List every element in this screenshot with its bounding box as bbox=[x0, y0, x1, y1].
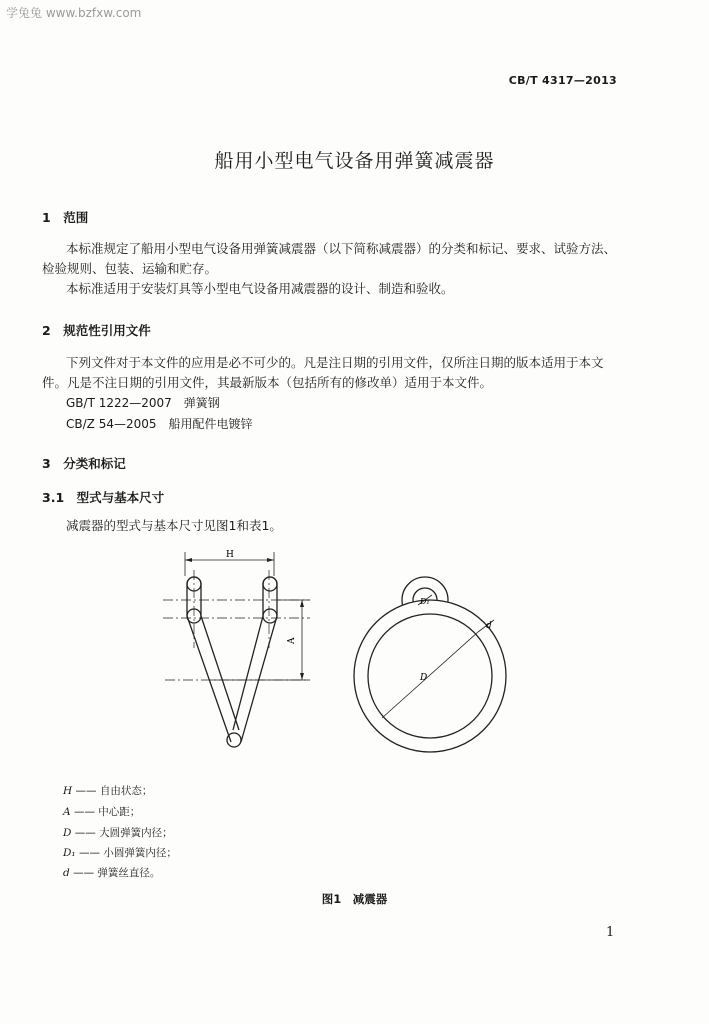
legend-item bbox=[63, 845, 177, 860]
section-1-paragraph-2: 本标准适用于安装灯具等小型电气设备用减震器的设计、制造和验收。 bbox=[66, 281, 454, 296]
label-h: H bbox=[226, 550, 234, 560]
reference-cb-z-54: CB/Z 54—2005 船用配件电镀锌 bbox=[66, 417, 253, 431]
legend-dash: —— bbox=[73, 867, 95, 879]
figure-1-drawing bbox=[0, 540, 709, 780]
watermark: 学兔兔 www.bzfxw.com bbox=[6, 6, 142, 20]
dim-h-arrow-right bbox=[267, 558, 274, 562]
legend-dash: —— bbox=[74, 827, 96, 839]
legend-text: 大圆弹簧内径； bbox=[99, 827, 173, 839]
bottom-coil bbox=[227, 733, 241, 747]
dim-a-arrow-bottom bbox=[300, 673, 304, 680]
legend-text: 弹簧丝直径。 bbox=[97, 867, 161, 879]
legend-item bbox=[63, 825, 173, 840]
legend-item bbox=[63, 804, 140, 819]
legend-symbol: H bbox=[63, 785, 73, 797]
section-1-paragraph-1-line-1: 本标准规定了船用小型电气设备用弹簧减震器（以下简称减震器）的分类和标记、要求、试验方法、 bbox=[66, 241, 617, 256]
page-number: 1 bbox=[606, 925, 615, 940]
section-1-paragraph-1-line-2: 检验规则、包装、运输和贮存。 bbox=[42, 261, 218, 276]
legend-symbol: D bbox=[63, 827, 72, 839]
legend-item bbox=[63, 783, 152, 798]
section-1-heading: 1 范围 bbox=[42, 210, 89, 225]
reference-gb-t-1222: GB/T 1222—2007 弹簧钢 bbox=[66, 396, 220, 410]
document-title: 船用小型电气设备用弹簧减震器 bbox=[214, 150, 495, 172]
legend-dash: —— bbox=[78, 847, 100, 859]
document-number: CB/T 4317—2013 bbox=[508, 74, 617, 87]
right-upper-eye bbox=[263, 577, 277, 591]
legend-dash: —— bbox=[75, 785, 97, 797]
label-d1: D₁ bbox=[420, 597, 430, 606]
figure-caption: 图1 减震器 bbox=[321, 892, 388, 906]
legend-symbol: d bbox=[63, 867, 70, 879]
legend-item bbox=[63, 865, 160, 880]
label-d-large: D bbox=[420, 673, 428, 683]
section-3-1-heading: 3.1 型式与基本尺寸 bbox=[42, 490, 165, 505]
section-2-heading: 2 规范性引用文件 bbox=[42, 323, 151, 338]
legend-symbol: A bbox=[63, 806, 71, 818]
label-a: A bbox=[287, 637, 297, 644]
legend-text: 自由状态； bbox=[99, 785, 153, 797]
spring-side-view bbox=[187, 584, 277, 742]
right-lower-eye bbox=[263, 609, 277, 623]
legend-symbol: D₁ bbox=[63, 847, 76, 859]
section-2-paragraph-line-1: 下列文件对于本文件的应用是必不可少的。凡是注日期的引用文件，仅所注日期的版本适用于本文 bbox=[66, 355, 604, 370]
legend-text: 小圆弹簧内径； bbox=[103, 847, 177, 859]
section-2-paragraph-line-2: 件。凡是不注日期的引用文件，其最新版本（包括所有的修改单）适用于本文件。 bbox=[42, 375, 493, 390]
label-d-wire: d bbox=[486, 621, 492, 631]
legend-text: 中心距； bbox=[98, 806, 141, 818]
dim-a-arrow-top bbox=[300, 600, 304, 607]
section-3-1-paragraph: 减震器的型式与基本尺寸见图1和表1。 bbox=[66, 518, 282, 533]
dim-h-arrow-left bbox=[185, 558, 192, 562]
section-3-heading: 3 分类和标记 bbox=[42, 456, 126, 471]
legend-dash: —— bbox=[73, 806, 95, 818]
large-ring-outer bbox=[354, 600, 506, 752]
